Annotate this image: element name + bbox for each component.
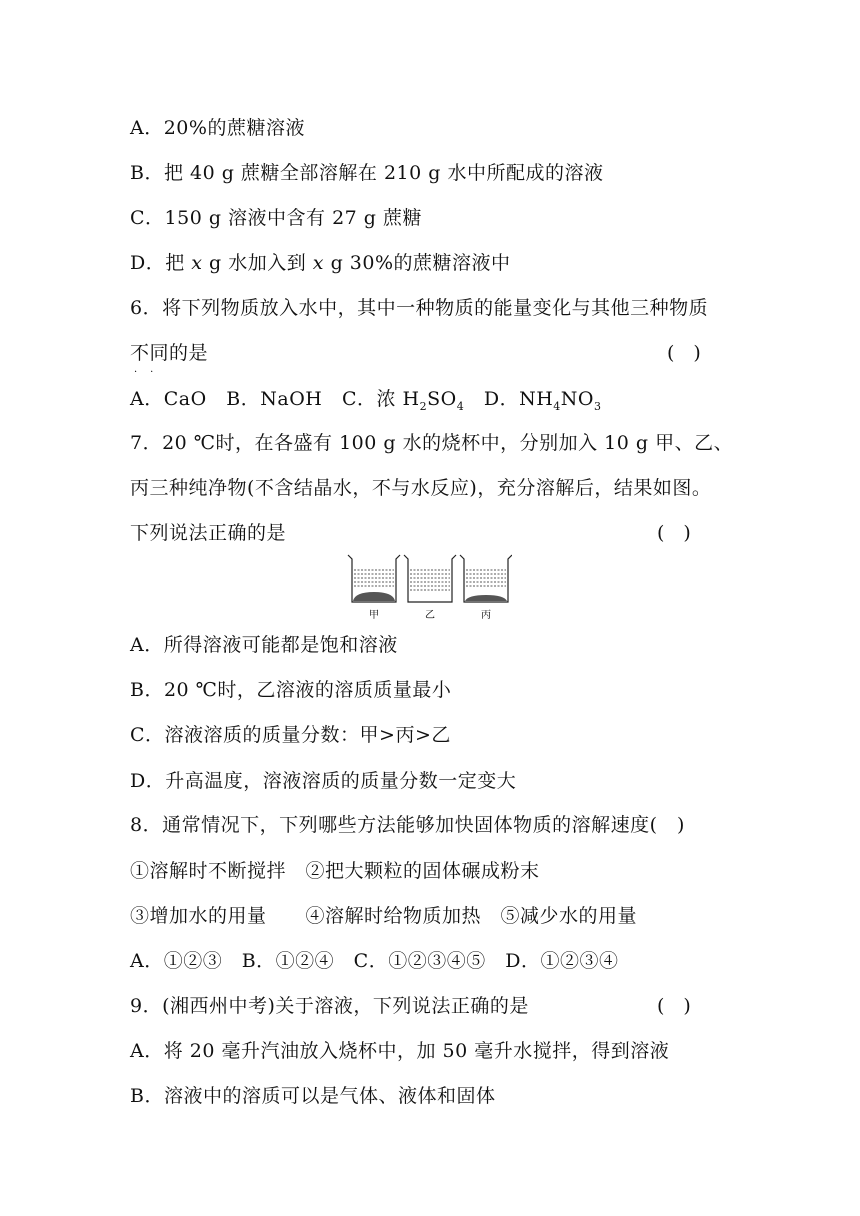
label-jia: 甲 (369, 610, 379, 621)
q6-option-d-mid: NO (560, 388, 594, 410)
emphasis-dots: ·· (134, 367, 167, 378)
q6-option-c-mid: SO (427, 388, 457, 410)
q6-option-c-sub2: 4 (456, 399, 465, 413)
q6-option-d-prefix: D．NH (483, 388, 554, 410)
q9-stem: 9．(湘西州中考)关于溶液，下列说法正确的是 (130, 995, 529, 1017)
q5-option-d-suffix: g 30%的蔗糖溶液中 (330, 252, 511, 274)
q9-answer-paren: ( ) (657, 995, 691, 1017)
q8-options: A．①②③ B．①②④ C．①②③④⑤ D．①②③④ (130, 950, 619, 972)
q5-option-d-mid: g 水加入到 (209, 252, 307, 274)
label-bing: 丙 (481, 610, 491, 621)
q9-option-a: A．将 20 毫升汽油放入烧杯中，加 50 毫升水搅拌，得到溶液 (130, 1040, 670, 1062)
q5-option-c: C．150 g 溶液中含有 27 g 蔗糖 (130, 207, 423, 229)
q7-option-d: D．升高温度，溶液溶质的质量分数一定变大 (130, 770, 517, 792)
q6-stem-line1: 6．将下列物质放入水中，其中一种物质的能量变化与其他三种物质 (130, 297, 709, 319)
q7-stem-line1: 7．20 ℃时，在各盛有 100 g 水的烧杯中，分别加入 10 g 甲、乙、 (130, 432, 734, 454)
q6-option-d-sub2: 3 (594, 399, 602, 413)
q5-option-d-var2: x (312, 252, 325, 274)
beaker-bing-sediment (465, 595, 507, 601)
beaker-yi (404, 555, 456, 602)
q8-methods-line2: ③增加水的用量 ④溶解时给物质加热 ⑤减少水的用量 (130, 905, 638, 927)
q7-stem-line2: 丙三种纯净物(不含结晶水，不与水反应)，充分溶解后，结果如图。 (130, 477, 712, 499)
beaker-bing-outline (460, 555, 512, 602)
q6-option-c-prefix: C．浓 H (341, 388, 420, 410)
q6-stem-line2: 不同的是 (130, 342, 209, 364)
beakers-figure (344, 552, 512, 624)
beaker-bing (460, 555, 512, 602)
q5-option-d-prefix: D．把 (130, 252, 185, 274)
q5-option-d (130, 250, 511, 276)
q7-option-b: B．20 ℃时，乙溶液的溶质质量最小 (130, 679, 452, 701)
q7-option-c: C．溶液溶质的质量分数：甲>丙>乙 (130, 724, 451, 746)
beaker-yi-outline (404, 555, 456, 602)
label-yi: 乙 (425, 610, 435, 621)
beaker-jia-sediment (353, 592, 395, 601)
q7-option-a: A．所得溶液可能都是饱和溶液 (130, 634, 398, 656)
q7-stem-line3: 下列说法正确的是 (130, 522, 287, 544)
q6-answer-paren: ( ) (667, 342, 701, 364)
q8-methods-line1: ①溶解时不断搅拌 ②把大颗粒的固体碾成粉末 (130, 860, 540, 882)
q6-option-d (483, 388, 602, 413)
q6-option-c-sub1: 2 (419, 399, 428, 413)
q8-stem: 8．通常情况下，下列哪些方法能够加快固体物质的溶解速度( ) (130, 814, 685, 836)
q5-option-a: A．20%的蔗糖溶液 (130, 117, 305, 139)
q5-option-d-var1: x (191, 252, 203, 274)
q7-answer-paren: ( ) (657, 522, 691, 544)
beaker-jia (348, 555, 400, 602)
q6-options (130, 386, 602, 420)
q9-option-b: B．溶液中的溶质可以是气体、液体和固体 (130, 1085, 496, 1107)
q5-option-b: B．把 40 g 蔗糖全部溶解在 210 g 水中所配成的溶液 (130, 162, 604, 184)
q6-option-d-sub1: 4 (553, 399, 561, 413)
q6-option-c (341, 388, 465, 413)
q6-option-b: B．NaOH (226, 388, 323, 410)
q6-option-a: A．CaO (130, 388, 207, 410)
